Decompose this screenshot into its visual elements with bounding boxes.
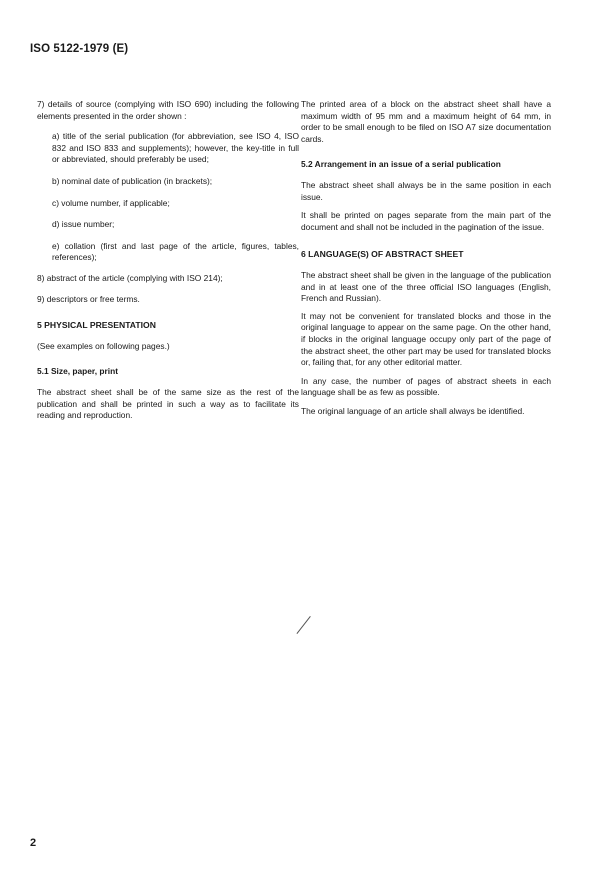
left-column <box>37 99 299 422</box>
list-item-7d: d) issue number; <box>52 219 115 230</box>
list-item-7c: c) volume number, if applicable; <box>52 197 170 208</box>
document-id: ISO 5122-1979 (E) <box>30 43 129 55</box>
page-number: 2 <box>30 837 37 849</box>
section-5-1-text: The abstract sheet shall be of the same size as the rest of the publication and shall be printed in such a way as to facilitate its reading and reproduction. <box>37 386 299 421</box>
right-column <box>301 99 551 417</box>
section-6-heading: 6 LANGUAGE(S) OF ABSTRACT SHEET <box>301 249 464 260</box>
section-6-paragraph-1: The abstract sheet shall be given in the language of the publication and in at least one of the three official ISO languages (English, French and Russian). <box>301 269 551 304</box>
section-5-2-paragraph-1: The abstract sheet shall always be in the same position in each issue. <box>301 179 551 202</box>
section-5-heading: 5 PHYSICAL PRESENTATION <box>37 320 156 331</box>
list-item-7e: e) collation (first and last page of the article, figures, tables, references); <box>52 240 299 263</box>
section-6-paragraph-2: It may not be convenient for translated blocks and those in the original language to appear on the same page. On the other hand, if blocks in the original language occupy only part of the page of the abstract sheet, the other part may be used for translated blocks or, failing that, for any other editorial matter. <box>301 310 551 368</box>
list-item-9: 9) descriptors or free terms. <box>37 293 140 304</box>
section-5-1-heading: 5.1 Size, paper, print <box>37 366 118 377</box>
section-5-note: (See examples on following pages.) <box>37 340 170 351</box>
list-item-8: 8) abstract of the article (complying with ISO 214); <box>37 272 223 283</box>
section-6-paragraph-3: In any case, the number of pages of abstract sheets in each language shall be as few as possible. <box>301 375 551 398</box>
list-item-7b: b) nominal date of publication (in brackets); <box>52 175 213 186</box>
list-item-7a: a) title of the serial publication (for abbreviation, see ISO 4, ISO 832 and ISO 833 and supplements); however, the key-title in full or abbreviated, should preferably be used; <box>52 131 299 165</box>
section-6-paragraph-4: The original language of an article shall always be identified. <box>301 405 525 416</box>
section-5-2-heading: 5.2 Arrangement in an issue of a serial publication <box>301 159 501 170</box>
block-size-paragraph: The printed area of a block on the abstract sheet shall have a maximum width of 95 mm and a maximum height of 64 mm, in order to be small enough to be filed on ISO A7 size documentation cards. <box>301 99 551 144</box>
stray-pen-mark <box>296 616 310 634</box>
section-5-2-paragraph-2: It shall be printed on pages separate from the main part of the document and shall not be included in the pagination of the issue. <box>301 210 551 232</box>
list-item-7: 7) details of source (complying with ISO 690) including the following elements presented in the order shown : <box>37 99 299 121</box>
